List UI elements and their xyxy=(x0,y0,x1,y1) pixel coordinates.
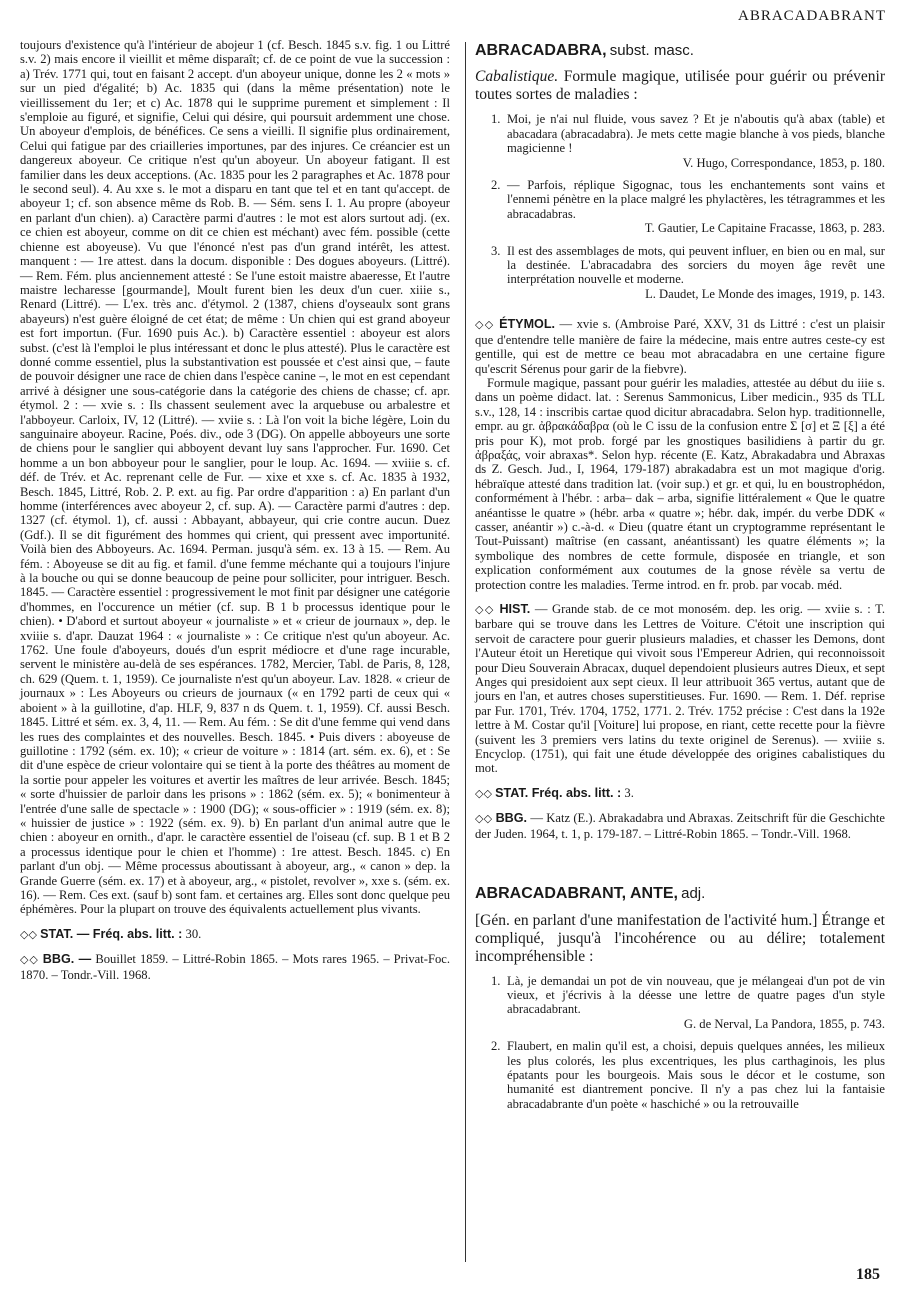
diamond-icon: ◇◇ xyxy=(475,812,493,826)
example-number: 3. xyxy=(491,243,501,258)
entry1-definition: Formule magique, utilisée pour guérir ou prévenir toutes sortes de maladies : xyxy=(475,68,885,104)
example-text: Flaubert, en malin qu'il est, a choisi, depuis quelques années, les milieux les plus colorés, les plus excentriques, les plus carthaginois, les plus épatants pour les bourgeois. Mais sous le décor et le costume, son humanité est diantrement poncive. Il n'y a pas chez lui la fantaisie abracadabrante d'un poète « haschiché » ou la retrouvaille xyxy=(507,1039,885,1111)
etymol-text-2: Formule magique, passant pour guérir les maladies, attestée au début du iiie s. dans un poème didact. lat. : Serenus Sammonicus, Liber medicin., 935 ds TLL s.v., 128, 14 : inscribis cartae quod dicitur abracadabra. Selon hyp. traditionnelle, empr. au gr. ἀβρακάδαβρα (où le C issu de la confusion entre Σ [σ] et Ξ [ξ] a été pris pour K), mot prob. forgé par les gnostiques basilidiens à partir du gr. ἀβραξάς, voir abraxas*. Selon hyp. récente (E. Katz, Abrakadabra und Abraxas ds Z. Gesch. Jud., I, 1964, 179-187) abrakadabra est un mot magique d'orig. hébraïque attesté dans tradition lat. (voir sup.) et gr. et qui, lu en boustrophédon, conformément à l'hébr. : arba– dak – arba, signifie littéralement « Que le quatre anéantisse le quatre » (hébr. arba « quatre »; hébr. dak, impér. du verbe DDK « casser, anéantir ») c.-à-d. « Dieu (quatre étant un cryptogramme représentant le Tout-Puissant) maîtrise (en cassant, anéantissant) les quatre éléments »; la symbolique des nombres de cette formule, disposée en triangle, et son explication conformément aux coutumes de la gnose révèle sa vertu de protection contre les maladies. Terme introd. en fr. prob. par vocab. méd. xyxy=(475,375,885,592)
example-number: 1. xyxy=(491,973,501,988)
entry2 xyxy=(475,887,885,1111)
entry1-lemma: ABRACADABRA, xyxy=(475,42,607,59)
example-source: L. Daudet, Le Monde des images, 1919, p. 143. xyxy=(645,286,885,301)
example-text: — Parfois, réplique Sigognac, tous les enchantements sont vains et l'ennemi pénètre en la place malgré les phylactères, les tétragrammes et les abracadabras. xyxy=(507,178,885,221)
hist-label: HIST. xyxy=(499,602,531,616)
etymol-text: — xvie s. (Ambroise Paré, XXV, 31 ds Littré : c'est un plaisir que d'entendre telle manière de faire la médecine, mais entre autres ceste-cy est gentille, qui est de mettre ce beau mot abracadabra en une certaine figure qu'escrit Sérenus pour garir de la fiebvre). xyxy=(475,317,885,376)
diamond-icon: ◇◇ xyxy=(475,786,492,800)
entry2-example xyxy=(491,1039,885,1111)
etymol-label: ÉTYMOL. xyxy=(499,317,556,332)
entry1-hist xyxy=(475,602,885,776)
entry2-headword xyxy=(475,887,885,901)
example-number: 2. xyxy=(491,178,501,193)
entry1-domain: Cabalistique. xyxy=(475,68,559,86)
example-text: Moi, je n'ai nul fluide, vous savez ? Et je n'aboutis qu'à abax (table) et abacadara (abracadabra). Je mets cette magie blanche à vos pieds, blanche magicienne ! xyxy=(507,112,885,156)
example-text: Il est des assemblages de mots, qui peuvent influer, en bien ou en mal, sur la destinée. L'abracadabra des sorciers du moyen âge revêt une interprétation nouvelle et moderne. xyxy=(507,243,885,287)
left-bbg xyxy=(20,952,450,982)
entry1-etymol xyxy=(475,317,885,376)
example-source: T. Gautier, Le Capitaine Fracasse, 1863, p. 283. xyxy=(644,221,885,236)
entry2-lemma: ABRACADABRANT, ANTE, xyxy=(475,885,678,903)
diamond-icon: ◇◇ xyxy=(475,603,495,616)
example-source: V. Hugo, Correspondance, 1853, p. 180. xyxy=(682,155,885,170)
entry2-example xyxy=(491,973,885,1032)
entry2-gram: adj. xyxy=(681,885,706,903)
right-column xyxy=(475,38,885,1111)
column-divider xyxy=(465,42,466,1262)
example-number: 2. xyxy=(491,1039,501,1054)
bbg-text: — Katz (E.). Abrakadabra und Abraxas. Zeitschrift für die Geschichte der Juden. 1964, t. 1, p. 179-187. – Littré-Robin 1865. – Tondr.-Vill. 1968. xyxy=(475,811,885,841)
entry1-gram: subst. masc. xyxy=(609,42,694,59)
left-bbg-text: Bouillet 1859. – Littré-Robin 1865. – Mots rares 1965. – Privat-Foc. 1870. – Tondr.-Vill. 1968. xyxy=(20,952,450,982)
left-stat xyxy=(20,927,450,942)
left-main-text: toujours d'existence qu'à l'intérieur de abojeur 1 (cf. Besch. 1845 s.v. fig. 1 ou Littré s.v. 2) mais encore il vieillit et même disparaît; cf. de ce point de vue la succession : a) Trév. 1771 qui, tout en faisant 2 accept. d'un aboyeur unique, donne les 2 « mots » sur un pied d'égalité; b) Ac. 1835 qui (dans la même présentation) note le vieillissement du 1er; et c) Ac. 1878 qui le supprime purement et simplement : Il s'emploie au figuré, et signifie, Celui qui désire, qui poursuit ardemment une chose. Un aboyeur d'emplois, de bénéfices. Ce sens a vieilli. Il signifie plus ordinairement, Celui qui fatigue par des criailleries importunes, par des injures. Ce créancier est un dangereux aboyeur. Ce critique n'est qu'un aboyeur. Un aboyeur fatigant. Il est familier dans les deux acceptions. (Ac. 1835 pour les 2 paragraphes et Ac. 1878 pour le second seul). 4. Au xxe s. le mot a disparu en tant que tel et en tant qu'accept. de aboyeur 1; cf. son absence même ds Rob. B. — Sém. sens I. 1. Au propre (aboyeur en parlant d'un chien). a) Caractère parmi d'autres : le mot est alors surtout adj. (ex. ce chien est aboyeur, comme on dit ce chien est méchant) avec fém. possible (cette chienne est aboyeuse). Vu que l'énoncé n'est pas d'un grand intérêt, les attest. manquent : — 1re attest. dans la docum. disponible : Des dogues aboyeurs. (Littré). — Rem. Fém. plus anciennement attesté : Se l'une estoit maistre abaeresse, Et l'autre maistre lecharesse [gourmande], Moult furent bien les deux d'un cuer. xiiie s., Renard (Littré). — L'ex. très anc. d'étymol. 2 (1387, chiens d'oyseaulx sont grans abayeurs) n'est guère éloigné de cet état; de même : Un chien qui est grand aboyeur est fort importun. (Fur. 1690 puis Ac.). b) Caractère essentiel : aboyeur est alors subst. (c'est là l'emploi le plus intéressant et donc le plus attesté). Plus le caractère est donné comme essentiel, plus la substantivation est poussée et c'est ainsi que, – faute de pouvoir désigner une race de chien dans l'espèce canine –, le mot en est cependant arrivé à désigner une sous-catégorie dans la catégorie des chiens de chasse; cf. apr. étymol. 2 : — xvie s. : Ils chassent seulement avec la arquebuse ou arbalestre et l'abboyeur. Carloix, IV, 12 (Littré). — xviie s. : Là l'on voit la biche légère, Loin du sanguinaire aboyeur. Racine, Poés. div., ode 3 (DG). On appelle abboyeurs une sorte de chiens pour le sanglier qui abboyent devant luy sans l'approcher. Fur. 1690. Cet homme a un bon abboyeur pour le sanglier, pour le loup. Ac. 1694. — xviiie s. cf. déf. de Trév. et Ac. reprenant celle de Fur. — xixe et xxe s. cf. Ac. 1835 à 1932, Besch. 1845, Littré, Rob. 2. P. ext. au fig. Par ordre d'apparition : a) En parlant d'un homme (interférences avec aboyeur 2, cf. sup. A). — Caractère parmi d'autres : dep. 1327 (cf. étymol. 1), cf. aussi : Abbayant, abbayeur, qui crie contre aucun. Duez (Gdf.). Il se dit figurément des hommes qui crient, qui pressent avec importunité. Voilà bien des Abboyeurs. Ac. 1694. Perman. jusqu'à sém. ex. 13 à 15. — Rem. Au fém. : Aboyeuse se dit au fig. et famil. d'une femme méchante qui a toujours l'injure à la bouche ou qui se donne beaucoup de peine pour solliciter, pour intriguer. Besch. 1845. — Caractère essentiel : progressivement le mot finit par désigner une catégorie d'hommes, en l'occurence un métier (cf. sup. B 1 b processus identique pour le chien). • D'abord et surtout aboyeur « journaliste » et « crieur de journaux », dep. le xviiie s. d'apr. Dauzat 1964 : « journaliste » : Ce critique n'est qu'un aboyeur. Ac. 1762. Une foule d'aboyeurs, doués d'un esprit médiocre et d'une rage incurable, servent le ministère au-delà de ses espérances. 1782, Mercier, Tabl. de Paris, 8, 128, ch. 629 (Quem. t. 1, 1959). Ce journaliste n'est qu'un aboyeur. Lav. 1828. « crieur de journaux » : Les Aboyeurs ou crieurs de journaux (« en 1792 parti de ceux qui « aboient » à la guillotine, d'ap. HLF, 9, 837 n ds Quem. t. 1, 1959). Cf. aussi Besch. 1845. Littré et sém. ex. 3, 4, 11. — Rem. Au fém. : Se dit d'une femme qui vend dans les rues des complaintes et des nouvelles. Besch. 1845. • Puis divers : aboyeuse de guillotine : 1792 (sém. ex. 10); « crieur de voiture » : 1814 (art. sém. ex. 6), et : Se dit d'une espèce de crieur volontaire qui se tient à la porte des théâtres au moment de la sortie pour appeler les voitures et avertir les maîtres de leur arrivée. Besch. 1845; « sorte d'huissier de parloir dans les prisons » : 1862 (sém. ex. 5); « bonimenteur à l'entrée d'une salle de spectacle » : 1900 (DG); « sous-officier » : 1919 (sém. ex. 8); « huissier de justice » : 1922 (sém. ex. 9). b) En parlant d'un animal autre que le chien : aboyeur en ornith., d'apr. le caractère essentiel de l'oiseau (cf. sup. B 1 et B 2 a processus identique pour le chien et l'homme) : 1re attest. Besch. 1845. c) En parlant d'un obj. — Même processus aboutissant à aboyeur, arg., « canon » dep. la Grande Guerre (sém. ex. 17) et à aboyeur, arg., « pistolet, revolver », xxe s. (sém. ex. 16). — Rem. Ces ext. (sauf b) sont fam. et certaines arg. Elles sont donc quelque peu éphémères. Pour la plupart on trouve des équivalents actuellement plus vivants. xyxy=(20,38,450,917)
example-number: 1. xyxy=(491,112,501,127)
entry1-stat xyxy=(475,786,885,801)
entry1-definition-block xyxy=(475,68,885,104)
bbg-label: BBG. xyxy=(495,811,528,826)
left-column xyxy=(20,38,450,982)
entry1-bbg xyxy=(475,811,885,841)
entry2-definition: [Gén. en parlant d'une manifestation de l'activité hum.] Étrange et compliqué, jusqu'à l'incohérence ou au délire; totalement incompréhensible : xyxy=(475,911,885,965)
example-text: Là, je demandai un pot de vin nouveau, que je mélangeai d'un pot de vin vieux, et j'écrivis à la déesse une lettre de quatre pages d'un style abracadabrant. xyxy=(507,973,885,1017)
diamond-icon: ◇◇ xyxy=(20,953,39,967)
page-number: 185 xyxy=(856,1266,880,1283)
running-head: ABRACADABRANT xyxy=(737,8,886,24)
entry1-example xyxy=(491,243,885,302)
stat-label: STAT. Fréq. abs. litt. : xyxy=(495,785,622,800)
entry1-example xyxy=(491,112,885,170)
left-stat-value: 30. xyxy=(185,926,202,941)
entry1-example xyxy=(491,178,885,236)
example-source: G. de Nerval, La Pandora, 1855, p. 743. xyxy=(683,1016,885,1031)
diamond-icon: ◇◇ xyxy=(20,927,37,941)
hist-text: — Grande stab. de ce mot monosém. dep. les orig. — xviie s. : T. barbare qui se trouve dans les Lettres de Voiture. C'étoit une inscription qui servoit de caractere pour guerir plusieurs maladies, et chasser les Demons, dont l'Auteur étoit un Heretique qui vivoit sous l'Empereur Adrien, qui reconnoissoit pour Dieu Souverain Abracax, duquel dependoient plusieurs autres Dieux, et sept Anges qui presidoient aux sept cieux. Il leur attribuoit 365 vertus, autant que de jours en l'an, et autres choses superstitieuses. Fur. 1690. — Rem. 1. Déf. reprise par Fur. 1701, Trév. 1704, 1752, 1771. 2. Trév. 1752 précise : C'est dans la 192e lettre à M. Costar qu'il [Voiture] lui propose, en riant, cette recette pour la fièvre (suivent les 3 premiers vers latins du texte originel de Serenus). — xviiie s. Encyclop. (1751), qui fait une étude développée des origines cabalistiques du mot. xyxy=(475,602,885,776)
stat-value: 3. xyxy=(624,785,634,800)
entry1-headword xyxy=(475,44,885,58)
left-stat-label: STAT. — Fréq. abs. litt. : xyxy=(40,926,183,941)
diamond-icon: ◇◇ xyxy=(475,318,495,332)
left-bbg-label: BBG. — xyxy=(42,952,92,967)
